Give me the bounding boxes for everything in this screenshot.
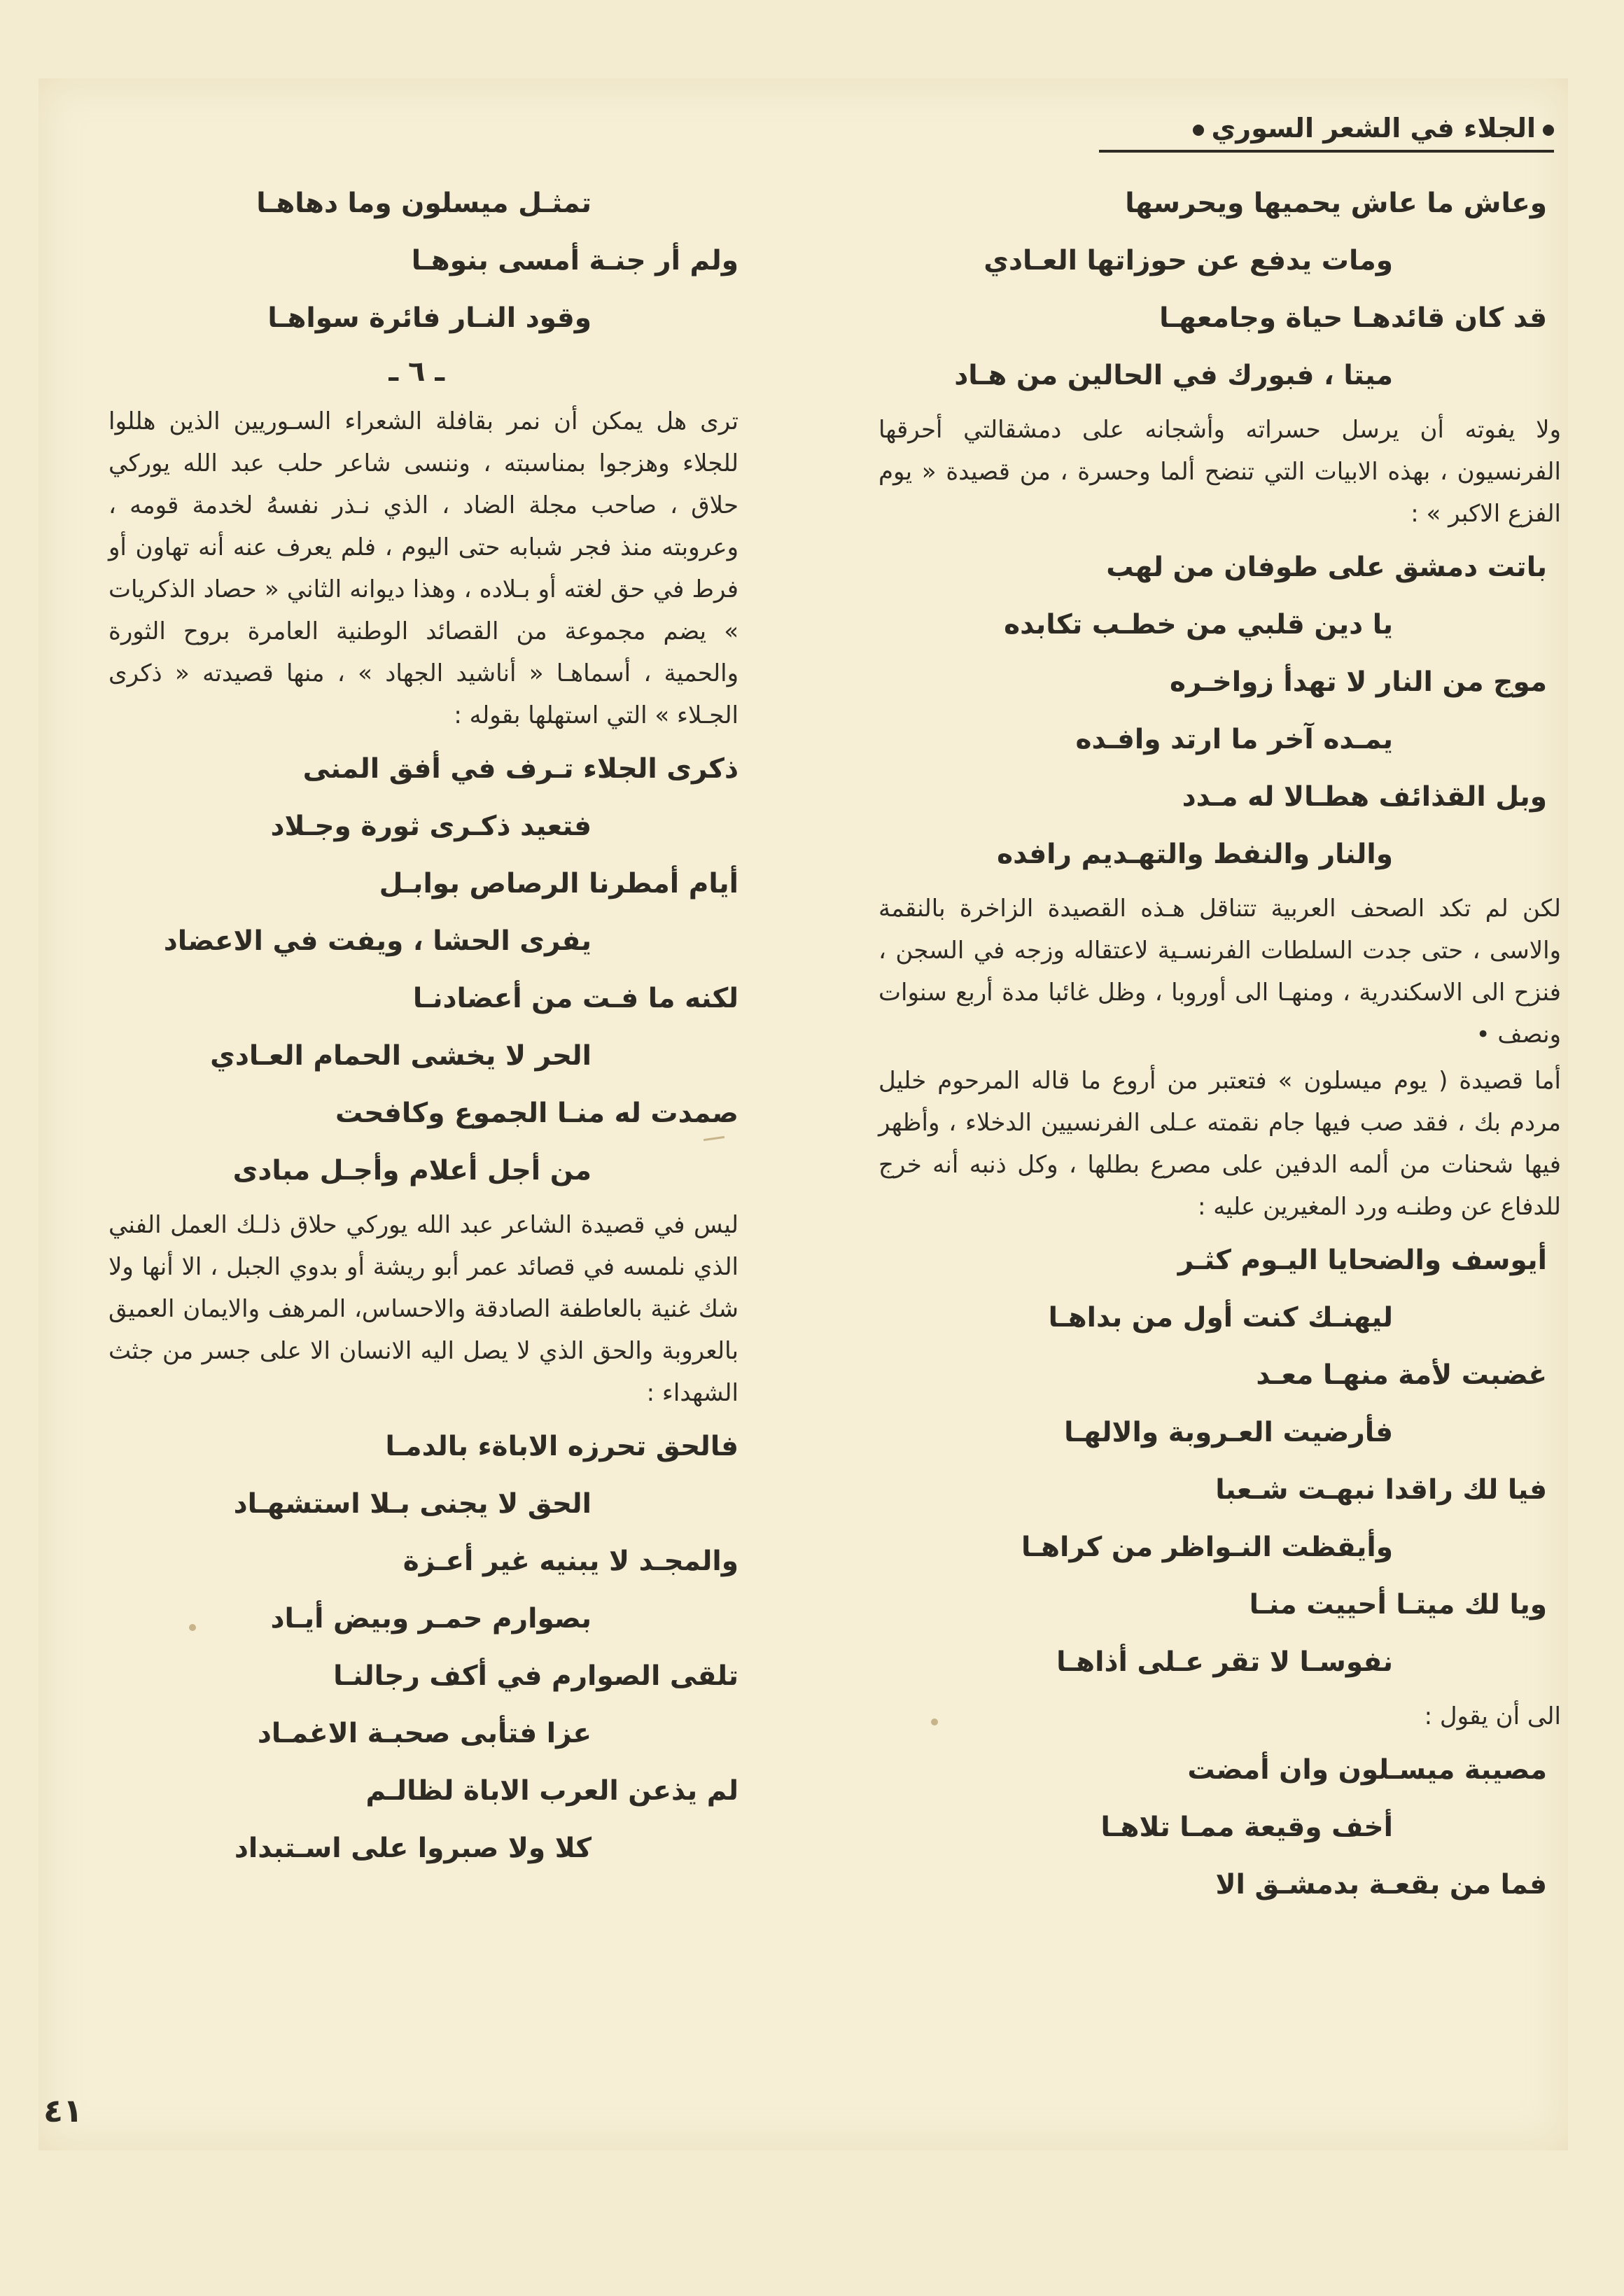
verse-line: الحر لا يخشى الحمام العـادي (210, 1040, 592, 1072)
verse-line: فتعيد ذكـرى ثورة وجـلاد (270, 811, 592, 842)
verse-line: أيوسف والضحايا اليـوم كثـر (1177, 1245, 1547, 1276)
verse-line: موج من النار لا تهدأ زواخـره (1170, 666, 1547, 698)
paper-speck (931, 1718, 938, 1726)
verse-line: ويا لك ميتـا أحييت منـا (1249, 1589, 1547, 1620)
verse-line: يمـده آخر ما ارتد وافـده (1075, 724, 1393, 755)
running-header-title: الجلاء في الشعر السوري (1211, 113, 1536, 144)
verse-line: أخف وقيعة ممـا تلاهـا (1100, 1812, 1393, 1843)
verse-line: باتت دمشق على طوفان من لهب (1106, 552, 1547, 583)
verse-line: ومات يدفع عن حوزاتها العـادي (983, 245, 1393, 276)
verse-line: وأيقظت النـواظر من كراهـا (1021, 1532, 1393, 1563)
verse-line: والمجـد لا يبنيه غير أعـزة (402, 1546, 738, 1577)
verse-line: أيام أمطرنا الرصاص بوابـل (379, 868, 738, 899)
paper-speck (189, 1624, 196, 1631)
paragraph: ترى هل يمكن أن نمر بقافلة الشعراء السـوريين الذين هللوا للجلاء وهزجوا بمناسبته ، وننسى شاعر حلب عبد الله يوركي حلاق ، صاحب مجلة الضاد ، الذي نـذر نفسهُ لخدمة قومه ، وعروبته منذ فجر شبابه حتى اليوم ، فلم يعرف عنه أنه تهاون أو فرط في حق لغته أو بـلاده ، وهذا ديوانه الثاني « حصاد الذكريات » يضم مجموعة من القصائد الوطنية العامرة بروح الثورة والحمية ، أسماهـا « أناشيد الجهاد » ، منها قصيدته « ذكرى الجـلاء » التي استهلها بقوله : (108, 407, 738, 729)
verse-line: فيا لك راقدا نبهـت شـعبا (1215, 1474, 1547, 1506)
verse-line: بصوارم حمـر وبيض أيـاد (270, 1603, 592, 1634)
section-number: ـ ٦ ـ (388, 356, 444, 388)
verse-line: ليهنـك كنت أول من بداهـا (1048, 1302, 1393, 1334)
verse-line: لكنه ما فـت من أعضادنـا (412, 983, 738, 1014)
verse-line: فأرضيت العـروبة والالهـا (1064, 1417, 1393, 1448)
paragraph: ليس في قصيدة الشاعر عبد الله يوركي حلاق ذلـك العمل الفني الذي نلمسه في قصائد عمر أبو ريشة أو بدوي الجبل ، الا أنها ولا شك غنية بالعاطفة الصادقة والاحساس، المرهف والايمان العميق بالعروبة والحق الذي لا يصل اليه الانسان الا على جسر من جثث الشهداء : (108, 1211, 738, 1407)
verse-line: والنار والنفط والتهـديم رافده (997, 839, 1393, 870)
verse-line: فما من بقعـة بدمشـق الا (1215, 1869, 1547, 1900)
verse-line: لم يذعن العرب الاباة لظالـم (365, 1775, 738, 1807)
verse-line: تلقى الصوارم في أكف رجالنـا (333, 1660, 738, 1692)
verse-line: وبل القذائف هطـالا له مـدد (1182, 781, 1547, 813)
bullet-icon (1543, 125, 1554, 136)
running-header (1099, 105, 1561, 151)
left-column (108, 175, 738, 1877)
right-column (878, 175, 1561, 1914)
verse-line: مصيبة ميسـلون وان أمضت (1187, 1754, 1547, 1786)
paragraph: ولا يفوته أن يرسل حسراته وأشجانه على دمشقالتي أحرقها الفرنسيون ، بهذه الابيات التي تنضح ألما وحسرة ، من قصيدة « يوم الفزع الاكبر » : (878, 416, 1561, 528)
verse-line: كلا ولا صبروا على اسـتبداد (234, 1833, 592, 1864)
verse-line: غضبت لأمة منهـا معـد (1256, 1359, 1547, 1391)
verse-line: وقود النـار فائرة سواهـا (267, 302, 592, 334)
verse-line: فالحق تحرزه الاباةء بالدمـا (385, 1431, 738, 1462)
verse-line: تمثـل ميسلون وما دهاهـا (256, 188, 592, 219)
verse-line: نفوسـا لا تقر عـلى أذاهـا (1056, 1646, 1393, 1678)
verse-line: ميتا ، فبورك في الحالين من هـاد (954, 360, 1393, 391)
verse-line: عزا فتأبى صحبـة الاغمـاد (257, 1718, 592, 1749)
verse-line: وعاش ما عاش يحميها ويحرسها (1125, 188, 1547, 219)
verse-line: قد كان قائدهـا حياة وجامعهـا (1159, 302, 1547, 334)
verse-line: من أجل أعلام وأجـل مبادى (232, 1155, 592, 1186)
paragraph: الى أن يقول : (1424, 1702, 1561, 1730)
verse-line: يا دين قلبي من خطـب تكابده (1004, 609, 1393, 640)
paragraph: أما قصيدة ( يوم ميسلون » فتعتبر من أروع ما قاله المرحوم خليل مردم بك ، فقد صب فيها جام نقمته عـلى الفرنسيين الدخلاء ، وأظهر فيها شحنات من ألمه الدفين على مصرع بطلها ، وكل ذنبه أنه خرج للدفاع عن وطنـه ورد المغيرين عليه : (878, 1067, 1561, 1221)
header-rule (1099, 150, 1554, 153)
verse-line: يفرى الحشا ، ويفت في الاعضاد (163, 925, 592, 957)
bullet-icon (1193, 125, 1204, 136)
paragraph: لكن لم تكد الصحف العربية تتناقل هـذه القصيدة الزاخرة بالنقمة والاسى ، حتى جدت السلطات الفرنسـية لاعتقاله وزجه في السجن ، فنزح الى الاسكندرية ، ومنهـا الى أوروبا ، وظل غائبا مدة أربع سنوات ونصف • (878, 895, 1561, 1049)
verse-line: الحق لا يجنى بـلا استشهـاد (233, 1488, 592, 1520)
page-number: ٤١ (43, 2092, 83, 2129)
verse-line: صمدت له منـا الجموع وكافحت (335, 1098, 738, 1129)
verse-line: ذكرى الجلاء تـرف في أفق المنى (302, 753, 738, 785)
verse-line: ولم أر جنـة أمسى بنوهـا (411, 245, 738, 276)
